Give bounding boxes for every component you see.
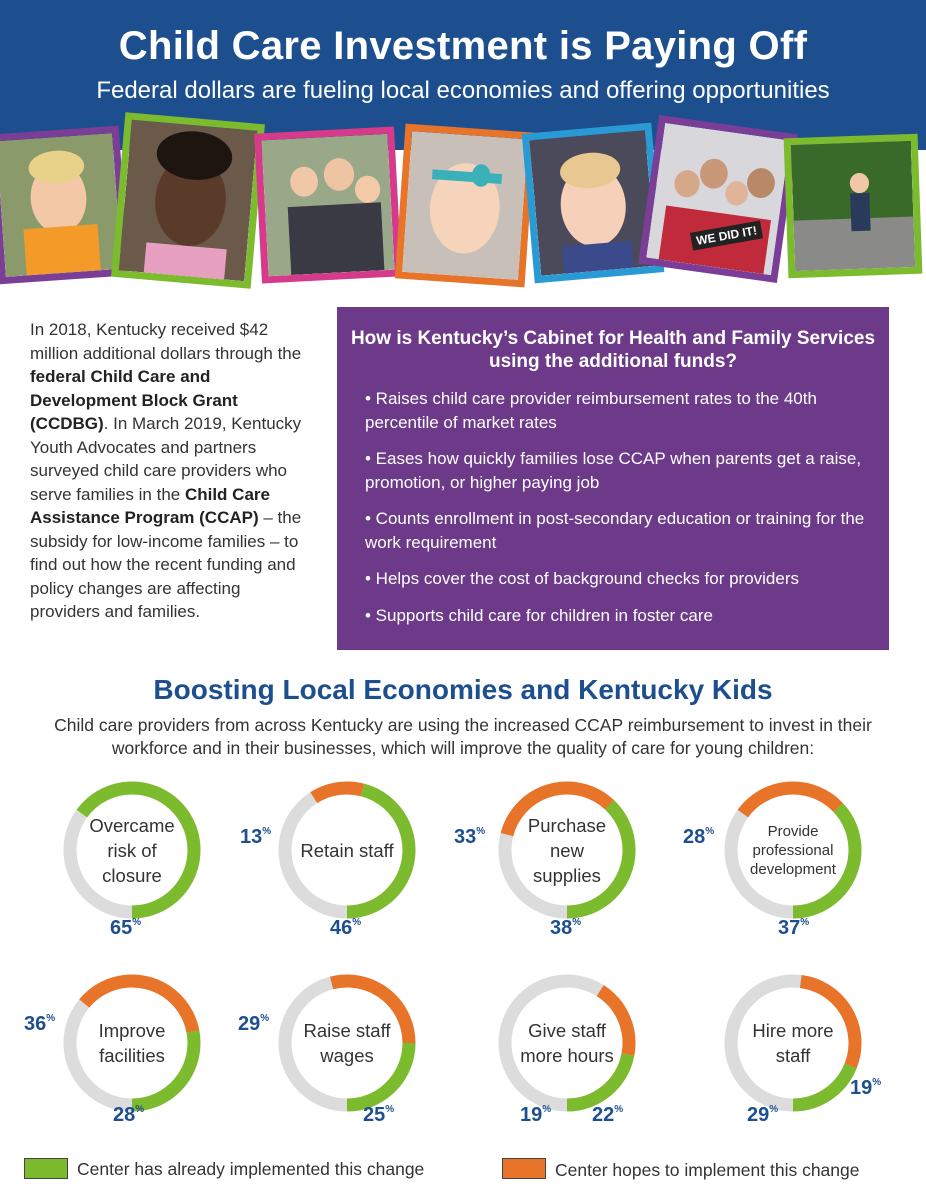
donut-chart bbox=[723, 780, 863, 920]
funds-list bbox=[365, 387, 880, 640]
donut-implemented-value: 22% bbox=[592, 1104, 624, 1126]
photo-family-sign bbox=[638, 115, 798, 283]
donut-implemented-value: 19% bbox=[850, 1077, 882, 1099]
intro-bold-ccap: Child Care Assistance Program (CCAP) bbox=[30, 484, 270, 527]
photo-boy-walking bbox=[784, 134, 923, 279]
intro-paragraph bbox=[30, 318, 310, 624]
donut-chart bbox=[497, 780, 637, 920]
section-title: Boosting Local Economies and Kentucky Kids bbox=[153, 674, 773, 705]
funds-item: • Eases how quickly families lose CCAP when parents get a raise, promotion, or higher paying job bbox=[365, 449, 862, 492]
legend-swatch-implemented bbox=[24, 1158, 68, 1179]
donut-chart bbox=[62, 973, 202, 1113]
donut-label: Hire more staff bbox=[752, 1020, 834, 1066]
donut-label: Raise staff wages bbox=[303, 1020, 391, 1066]
donut-chart bbox=[277, 780, 417, 920]
donut-implemented-value: 25% bbox=[363, 1104, 395, 1126]
intro-text-1: In 2018, Kentucky received $42 million additional dollars through the bbox=[30, 320, 302, 363]
donut-hopes-value: 29% bbox=[747, 1104, 779, 1126]
photo-sign-text: WE DID IT! bbox=[690, 220, 763, 250]
donut-hopes-value: 13% bbox=[240, 826, 272, 848]
donut-hopes-value: 28% bbox=[683, 826, 715, 848]
photo-family bbox=[254, 126, 402, 283]
legend-label-hopes: Center hopes to implement this change bbox=[555, 1160, 860, 1180]
donut-implemented-value: 46% bbox=[330, 917, 362, 939]
intro-bold-ccdbg: federal Child Care and Development Block Grant (CCDBG) bbox=[30, 367, 238, 433]
intro-text-2: . In March 2019, Kentucky Youth Advocates and partners surveyed child care providers who serve families in the bbox=[30, 414, 302, 504]
donut-label: Overcame risk of closure bbox=[89, 814, 175, 886]
donut-implemented-value: 28% bbox=[113, 1104, 145, 1126]
donut-implemented-value: 37% bbox=[778, 917, 810, 939]
funds-question: How is Kentucky’s Cabinet for Health and Family Services using the additional funds? bbox=[350, 328, 876, 372]
legend-swatch-hopes bbox=[502, 1158, 546, 1179]
photo-strip bbox=[0, 110, 926, 280]
funds-box bbox=[337, 307, 889, 650]
funds-item: • Helps cover the cost of background checks for providers bbox=[365, 569, 799, 588]
donut-hopes-value: 36% bbox=[24, 1013, 56, 1035]
donut-chart bbox=[497, 973, 637, 1113]
legend-label-implemented: Center has already implemented this change bbox=[77, 1159, 425, 1179]
photo-toddler-orange-shirt bbox=[0, 126, 129, 285]
donut-hopes-value: 29% bbox=[238, 1013, 270, 1035]
donut-hopes-value: 33% bbox=[454, 826, 486, 848]
donut-implemented-value: 65% bbox=[110, 917, 142, 939]
donut-label: Provide professional development bbox=[750, 822, 836, 878]
photo-baby-headband bbox=[395, 124, 535, 288]
funds-item: • Supports child care for children in foster care bbox=[365, 605, 714, 625]
section-description: Child care providers from across Kentucky are using the increased CCAP reimbursement to invest in their workforce and in their businesses, which will improve the quality of care for young children: bbox=[54, 715, 872, 758]
funds-item: • Counts enrollment in post-secondary education or training for the work requirement bbox=[365, 509, 865, 552]
donut-chart bbox=[723, 973, 863, 1113]
donut-label: Retain staff bbox=[300, 839, 394, 861]
photo-girl-smiling bbox=[111, 112, 265, 289]
donut-label: Improve facilities bbox=[98, 1020, 166, 1066]
page-title: Child Care Investment is Paying Off bbox=[118, 24, 808, 68]
page-subtitle: Federal dollars are fueling local economies and offering opportunities bbox=[96, 77, 830, 104]
donut-hopes-value: 19% bbox=[520, 1104, 552, 1126]
intro-text-3: – the subsidy for low-income families – to find out how the recent funding and policy changes are affecting providers and families. bbox=[30, 508, 302, 621]
donut-label: Give staff more hours bbox=[520, 1020, 614, 1066]
funds-item: • Raises child care provider reimbursement rates to the 40th percentile of market rates bbox=[365, 389, 817, 432]
donut-chart bbox=[277, 973, 417, 1113]
donut-implemented-value: 38% bbox=[550, 917, 582, 939]
donut-label: Purchase new supplies bbox=[527, 814, 607, 886]
donut-chart bbox=[62, 780, 202, 920]
